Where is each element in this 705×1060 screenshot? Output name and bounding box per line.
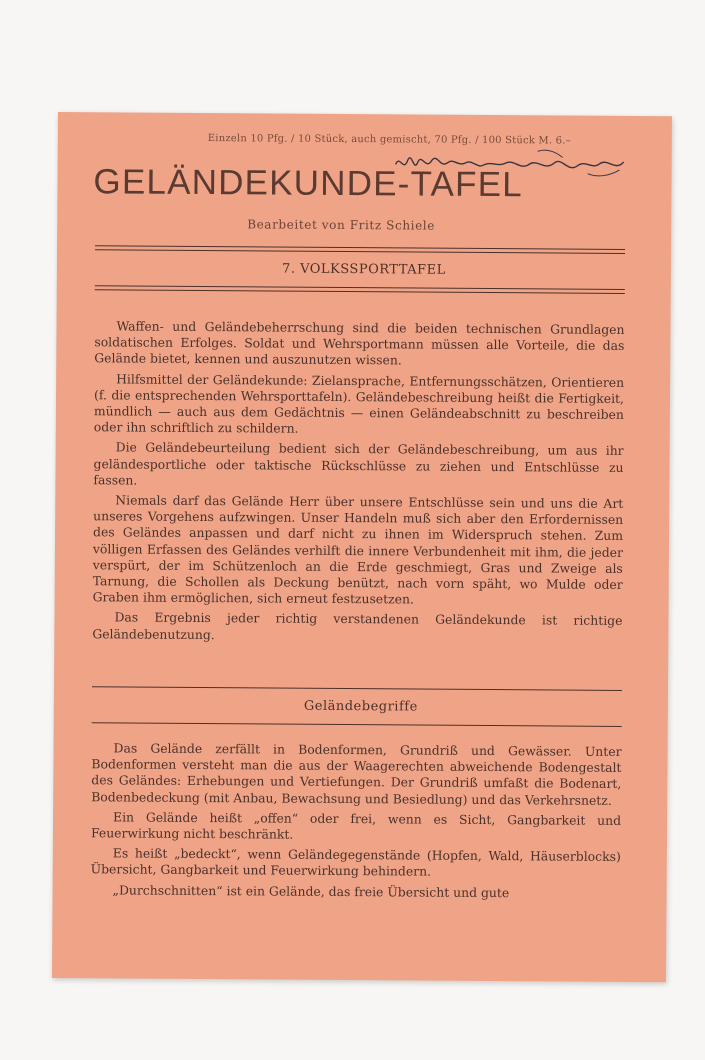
paragraph: Die Geländebeurteilung bedient sich der Geländebeschreibung, um aus ihr geländesportliche oder taktische Rückschlüsse zu ziehen und Entschlüsse zu fassen. [93, 439, 624, 488]
paragraph: Hilfsmittel der Geländekunde: Zielansprache, Entfernungsschätzen, Orientieren (f. die entsprechenden Wehrsporttafeln). Geländebeschreibung heißt die Fertigkeit, mündlich — auch aus dem Gedächtnis — einen Geländeabschnitt zu beschreiben oder ihn schriftlich zu schildern. [93, 371, 625, 436]
section-heading-gelaendebegriffe: Geländebegriffe [303, 698, 418, 715]
paragraph: „Durchschnitten“ ist ein Gelände, das freie Übersicht und gute [112, 882, 510, 900]
rule [92, 722, 622, 727]
card-title: GELÄNDEKUNDE-TAFEL [93, 162, 524, 205]
section1-text [92, 318, 624, 650]
paragraph: Das Ergebnis jeder richtig verstandenen Geländekunde ist richtige Geländebenutzung. [92, 609, 623, 642]
paragraph: Waffen- und Geländebeherrschung sind die beiden technischen Grundlagen soldatischen Erfolges. Soldat und Wehrsportmann müssen alle Vorteile, die das Gelände bietet, kennen und auszunutzen wissen. [94, 318, 625, 368]
price-line: Einzeln 10 Pfg. / 10 Stück, auch gemischt, 70 Pfg. / 100 Stück M. 6.– [207, 133, 571, 147]
paragraph: Es heißt „bedeckt“, wenn Geländegegenstände (Hopfen, Wald, Häuserblocks) Übersicht, Gangbarkeit und Feuerwirkung behindern. [90, 845, 621, 880]
section-heading-volkssport: 7. VOLKSSPORTTAFEL [282, 261, 446, 278]
rule [95, 249, 625, 254]
rule [95, 289, 625, 294]
card-subtitle: Bearbeitet von Fritz Schiele [247, 217, 436, 233]
terrain-card [52, 112, 672, 982]
paragraph: Das Gelände zerfällt in Bodenformen, Grundriß und Gewässer. Unter Bodenformen versteht man die aus der Waagerechten abweichende Bodengestalt des Geländes: Erhebungen und Vertiefungen. Der Grundriß umfaßt die Bodenart, Bodenbedeckung (mit Anbau, Bewachsung und Besiedlung) und das Verkehrsnetz. [91, 740, 622, 808]
section2-text [90, 740, 621, 906]
paragraph: Niemals darf das Gelände Herr über unsere Entschlüsse sein und uns die Art unseres Vorgehens aufzwingen. Unser Handeln muß sich aber den Erfordernissen des Geländes anpassen und darf nicht zu ihnen im Widerspruch stehen. Zum völligen Erfassen des Geländes verhilft die innere Verbundenheit mit ihm, die jeder verspürt, der im Schützenloch an die Erde geschmiegt, Gras und Zweige als Tarnung, die Schollen als Deckung benützt, nach vorn späht, wo Mulde oder Graben ihm ermöglichen, sich erneut festzusetzen. [92, 492, 624, 607]
paragraph: Ein Gelände heißt „offen“ oder frei, wenn es Sicht, Gangbarkeit und Feuerwirkung nicht beschränkt. [90, 809, 622, 842]
rule [92, 686, 622, 691]
